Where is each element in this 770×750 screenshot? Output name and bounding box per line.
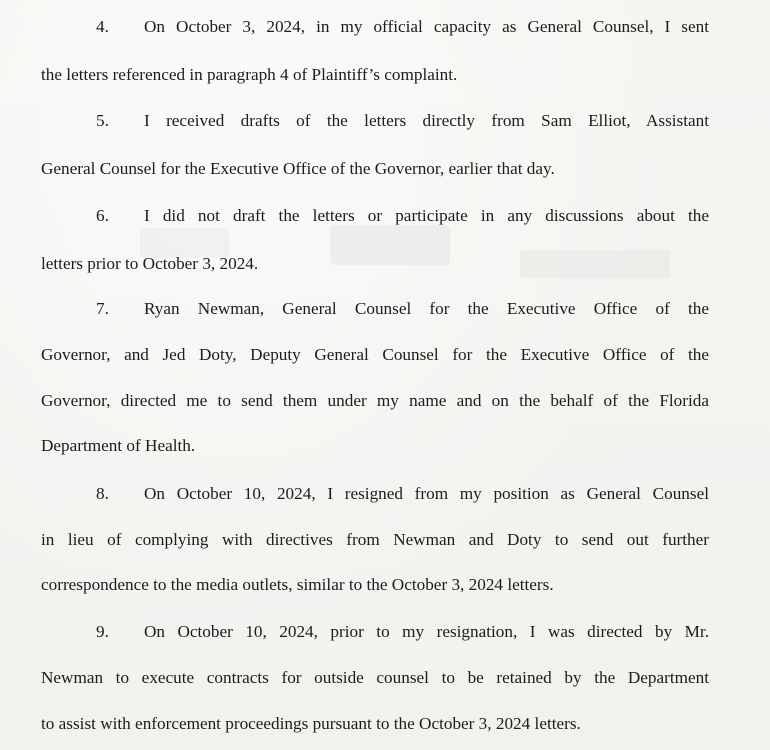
paragraph-line: Newman to execute contracts for outside counsel to be retained by the Department <box>41 668 709 687</box>
paragraph-line: Ryan Newman, General Counsel for the Executive Office of the <box>144 299 709 318</box>
paragraph-line: On October 10, 2024, prior to my resignation, I was directed by Mr. <box>144 622 709 641</box>
show-through-blob <box>330 225 450 265</box>
paragraph-number: 6. <box>96 206 109 225</box>
paragraph-number: 5. <box>96 111 109 130</box>
paragraph-number: 8. <box>96 484 109 503</box>
paragraph-line: I received drafts of the letters directly from Sam Elliot, Assistant <box>144 111 709 130</box>
paragraph-number: 4. <box>96 17 109 36</box>
show-through-blob <box>520 250 670 278</box>
paragraph-line: in lieu of complying with directives from Newman and Doty to send out further <box>41 530 709 549</box>
paragraph-line: letters prior to October 3, 2024. <box>41 254 259 273</box>
paragraph-line: General Counsel for the Executive Office of the Governor, earlier that day. <box>41 159 555 178</box>
paragraph-number: 7. <box>96 299 109 318</box>
paragraph-line: correspondence to the media outlets, similar to the October 3, 2024 letters. <box>41 575 554 594</box>
paragraph-line: the letters referenced in paragraph 4 of Plaintiff’s complaint. <box>41 65 458 84</box>
paragraph-line: Department of Health. <box>41 436 196 455</box>
paragraph-line: I did not draft the letters or participate in any discussions about the <box>144 206 709 225</box>
paragraph-line: Governor, directed me to send them under my name and on the behalf of the Florida <box>41 391 709 410</box>
paragraph-line: On October 3, 2024, in my official capacity as General Counsel, I sent <box>144 17 709 36</box>
paragraph-number: 9. <box>96 622 109 641</box>
paragraph-line: Governor, and Jed Doty, Deputy General Counsel for the Executive Office of the <box>41 345 709 364</box>
paragraph-line: On October 10, 2024, I resigned from my position as General Counsel <box>144 484 709 503</box>
paragraph-line: to assist with enforcement proceedings pursuant to the October 3, 2024 letters. <box>41 714 581 733</box>
